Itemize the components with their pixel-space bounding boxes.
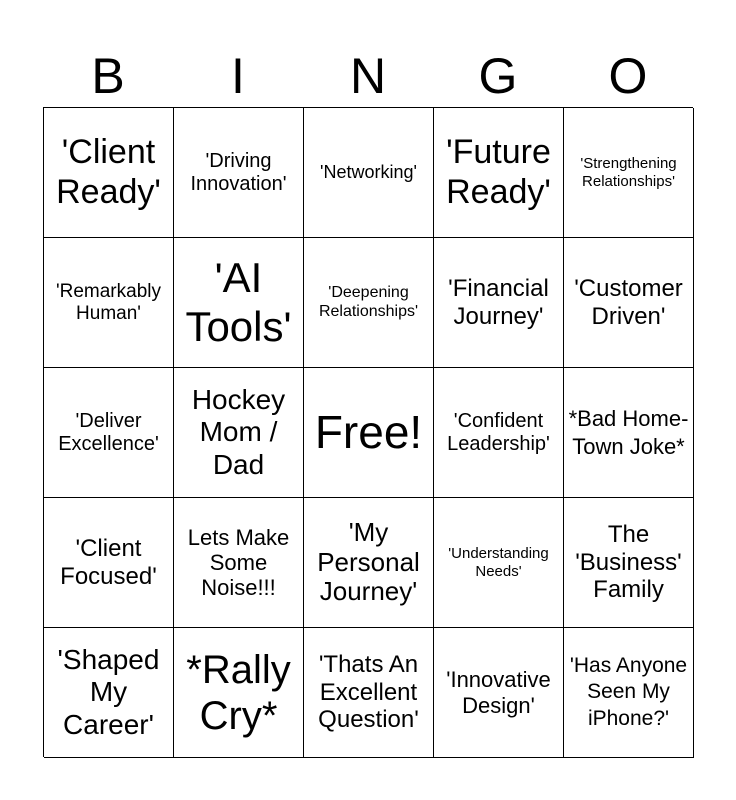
bingo-cell[interactable] [434,238,564,368]
cell-text: 'Client Focused' [60,534,157,590]
bingo-cell[interactable] [174,368,304,498]
bingo-cell[interactable] [564,368,694,498]
bingo-cell[interactable] [564,498,694,628]
cell-text: 'Future Ready' [446,133,551,211]
bingo-cell[interactable] [44,368,174,498]
bingo-cell[interactable] [304,238,434,368]
bingo-cell[interactable] [44,108,174,238]
cell-text: 'My Personal Journey' [317,516,420,607]
bingo-cell[interactable] [44,238,174,368]
cell-text: 'Networking' [320,162,417,183]
bingo-cell[interactable] [174,498,304,628]
bingo-cell[interactable] [304,108,434,238]
bingo-cell[interactable] [174,238,304,368]
bingo-cell[interactable] [44,628,174,758]
cell-text: 'Strengthening Relationships' [580,155,677,190]
bingo-cell[interactable] [434,108,564,238]
cell-text: 'Has Anyone Seen My iPhone?' [569,654,688,730]
cell-text: 'Remarkably Human' [56,280,161,324]
cell-text: 'Deepening Relationships' [318,284,419,320]
bingo-cell[interactable] [304,498,434,628]
cell-text: 'Shaped My Career' [57,644,160,740]
cell-text: 'Client Ready' [56,133,161,211]
cell-text: 'Customer Driven' [574,274,683,330]
cell-text: 'Understanding Needs' [448,545,549,580]
bingo-cell[interactable] [44,498,174,628]
header-letter-b: B [91,48,125,104]
cell-text: Hockey Mom / Dad [191,384,286,480]
header-letter-g: G [478,48,518,104]
bingo-header [43,48,693,104]
bingo-cell[interactable] [564,628,694,758]
cell-text: 'Deliver Excellence' [58,409,159,455]
cell-text: 'Thats An Excellent Question' [318,651,419,734]
cell-text: 'Driving Innovation' [190,149,287,195]
cell-text: *Rally Cry* [186,647,291,738]
cell-text: 'Financial Journey' [448,274,549,330]
bingo-cell[interactable] [304,628,434,758]
cell-text: The 'Business' Family [575,521,682,604]
header-letter-n: N [349,48,387,104]
bingo-cell[interactable] [174,108,304,238]
cell-text: Free! [314,406,423,459]
bingo-board [43,107,693,757]
header-letter-i: I [231,48,245,104]
cell-text: 'Innovative Design' [446,667,551,718]
bingo-cell[interactable] [564,108,694,238]
bingo-cell[interactable] [434,628,564,758]
header-letter-o: O [608,48,648,104]
free-space[interactable] [304,368,434,498]
cell-text: 'Confident Leadership' [447,409,550,455]
bingo-cell[interactable] [434,368,564,498]
cell-text: Lets Make Some Noise!!! [187,524,290,601]
cell-text: *Bad Home-Town Joke* [568,406,689,459]
bingo-cell[interactable] [434,498,564,628]
bingo-cell[interactable] [174,628,304,758]
bingo-cell[interactable] [564,238,694,368]
cell-text: 'AI Tools' [185,254,292,350]
